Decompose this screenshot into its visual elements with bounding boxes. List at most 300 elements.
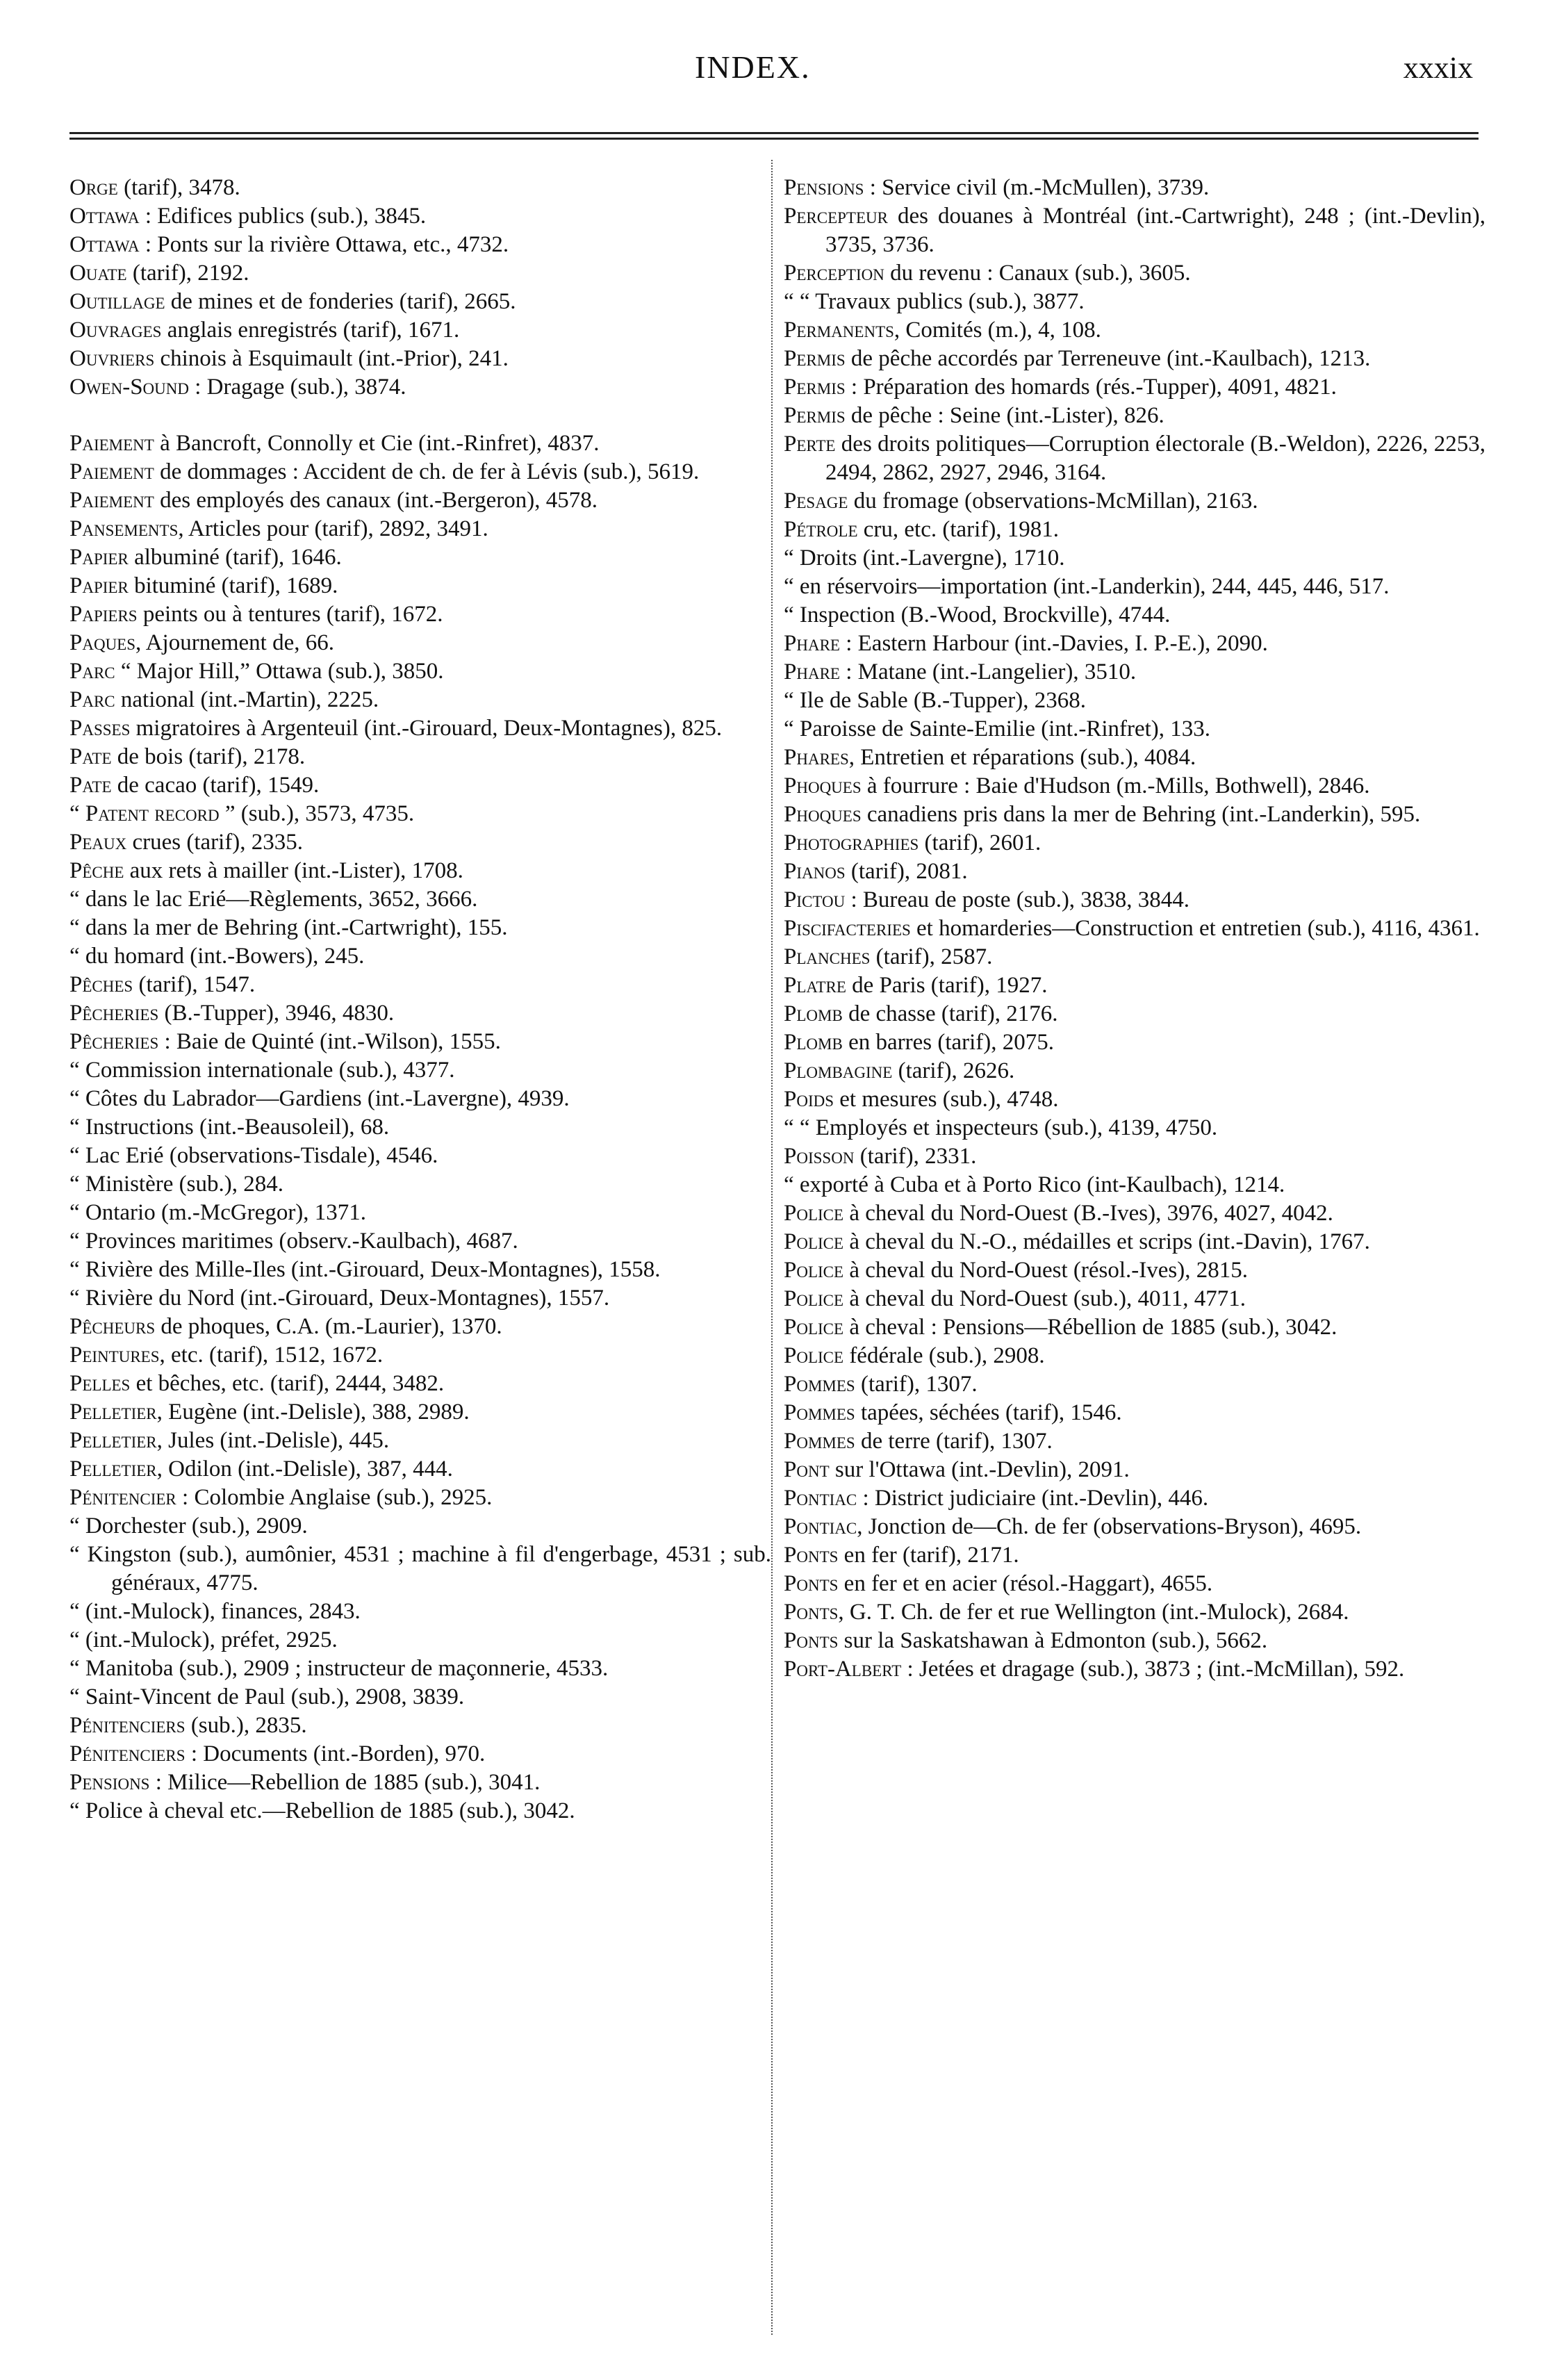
header-rule-top <box>69 132 1479 134</box>
index-entry <box>784 1171 1485 1199</box>
entry-text: de chasse (tarif), 2176. <box>842 1001 1058 1026</box>
entry-keyword: “ <box>69 1286 80 1311</box>
entry-keyword: Piscifacteries <box>784 916 911 941</box>
index-entry <box>69 1712 771 1740</box>
entry-keyword: Percepteur <box>784 204 888 229</box>
entry-keyword: Ouate <box>69 261 127 286</box>
index-entry <box>69 1768 771 1797</box>
index-entry <box>784 1313 1485 1342</box>
index-entry <box>69 1398 771 1427</box>
entry-text: , Articles pour (tarif), 2892, 3491. <box>178 516 488 541</box>
entry-keyword: Police <box>784 1286 844 1311</box>
index-entry <box>69 914 771 942</box>
entry-text: dans la mer de Behring (int.-Cartwright), 155. <box>79 915 508 940</box>
entry-text: Manitoba (sub.), 2909 ; instructeur de maçonnerie, 4533. <box>79 1656 609 1681</box>
index-entry <box>69 1484 771 1512</box>
index-entry <box>784 544 1485 573</box>
entry-text: , Ajournement de, 66. <box>135 630 334 655</box>
entry-text: (tarif), 2601. <box>919 830 1041 855</box>
index-entry <box>69 373 771 402</box>
index-entry <box>69 686 771 714</box>
entry-text: Employés et inspecteurs (sub.), 4139, 4750. <box>809 1115 1218 1140</box>
entry-keyword: Plomb <box>784 1001 843 1026</box>
index-entry <box>784 886 1485 914</box>
entry-keyword: Pêcheries <box>69 1001 159 1026</box>
entry-keyword: “ <box>69 1115 80 1140</box>
entry-text: (tarif), 2587. <box>870 944 993 969</box>
entry-text: Provinces maritimes (observ.-Kaulbach), 4687. <box>79 1229 518 1254</box>
index-entry <box>69 1512 771 1541</box>
entry-text: fédérale (sub.), 2908. <box>843 1343 1045 1368</box>
index-entry <box>69 1797 771 1825</box>
entry-text: , Eugène (int.-Delisle), 388, 2989. <box>156 1400 470 1425</box>
entry-text: à cheval du Nord-Ouest (résol.-Ives), 2815. <box>843 1258 1248 1283</box>
entry-text: Inspection (B.-Wood, Brockville), 4744. <box>793 602 1171 627</box>
entry-text: bituminé (tarif), 1689. <box>128 573 338 598</box>
entry-text: à cheval du Nord-Ouest (B.-Ives), 3976, 4027, 4042. <box>843 1201 1333 1226</box>
entry-keyword: Ponts <box>784 1628 839 1653</box>
entry-keyword: Police <box>784 1343 844 1368</box>
entry-text: et mesures (sub.), 4748. <box>834 1087 1059 1112</box>
entry-text: Police à cheval etc.—Rebellion de 1885 (sub.), 3042. <box>79 1798 575 1823</box>
entry-keyword: Ponts <box>784 1571 839 1596</box>
index-entry <box>784 829 1485 857</box>
entry-keyword: Pate <box>69 773 112 798</box>
index-entry <box>784 1427 1485 1456</box>
index-entry <box>69 259 771 288</box>
entry-keyword: Perception <box>784 261 884 286</box>
entry-keyword: “ <box>69 1656 80 1681</box>
entry-keyword: Pansements <box>69 516 179 541</box>
index-entry <box>784 487 1485 516</box>
index-entry <box>784 1342 1485 1370</box>
entry-text: tapées, séchées (tarif), 1546. <box>855 1400 1122 1425</box>
entry-text: , Entretien et réparations (sub.), 4084. <box>848 745 1196 770</box>
index-entry <box>69 202 771 231</box>
entry-text: Instructions (int.-Beausoleil), 68. <box>79 1115 390 1140</box>
entry-keyword: Police <box>784 1315 844 1340</box>
entry-text: des droits politiques—Corruption électorale (B.-Weldon), 2226, 2253, 2494, 2862, 2927, 2946, 3164. <box>825 432 1485 485</box>
entry-text: en fer (tarif), 2171. <box>838 1543 1019 1568</box>
entry-keyword: Pénitenciers <box>69 1713 186 1738</box>
entry-text: et bêches, etc. (tarif), 2444, 3482. <box>130 1371 445 1396</box>
index-entry <box>784 1627 1485 1655</box>
entry-keyword: “ <box>69 1513 80 1538</box>
entry-text: : Baie de Quinté (int.-Wilson), 1555. <box>158 1029 501 1054</box>
entry-text: (tarif), 2626. <box>892 1058 1015 1083</box>
entry-text: en barres (tarif), 2075. <box>842 1030 1055 1055</box>
page-title: INDEX. <box>695 49 811 85</box>
entry-keyword: “ <box>69 1143 80 1168</box>
entry-text: de mines et de fonderies (tarif), 2665. <box>165 289 516 314</box>
index-entry <box>69 1598 771 1626</box>
entry-keyword: “ “ <box>784 1115 810 1140</box>
index-entry <box>784 573 1485 601</box>
entry-keyword: Pénitencier <box>69 1485 176 1510</box>
entry-keyword: “ <box>69 1086 80 1111</box>
entry-keyword: Ponts <box>784 1600 839 1625</box>
entry-text: : Matane (int.-Langelier), 3510. <box>839 659 1137 684</box>
index-entry <box>69 1455 771 1484</box>
index-entry <box>784 373 1485 402</box>
entry-text: : Eastern Harbour (int.-Davies, I. P.-E.), 2090. <box>839 631 1268 656</box>
entry-text: (tarif), 1307. <box>855 1372 978 1397</box>
index-entry <box>784 857 1485 886</box>
entry-keyword: Pelletier <box>69 1400 157 1425</box>
entry-keyword: Parc <box>69 659 115 684</box>
entry-text: à cheval du Nord-Ouest (sub.), 4011, 4771. <box>843 1286 1246 1311</box>
entry-text: albuminé (tarif), 1646. <box>128 545 342 570</box>
entry-keyword: “ <box>69 1798 80 1823</box>
entry-text: Rivière des Mille-Iles (int.-Girouard, Deux-Montagnes), 1558. <box>79 1257 661 1282</box>
entry-text: migratoires à Argenteuil (int.-Girouard, Deux-Montagnes), 825. <box>130 716 723 741</box>
index-entry <box>784 1370 1485 1399</box>
entry-keyword: “ <box>69 1684 80 1709</box>
entry-keyword: “ <box>784 688 794 713</box>
index-entry <box>69 1626 771 1655</box>
entry-text: de pêche : Seine (int.-Lister), 826. <box>845 403 1164 428</box>
index-entry <box>69 714 771 743</box>
index-entry <box>69 429 771 458</box>
entry-keyword: Pêches <box>69 972 133 997</box>
index-entry <box>69 1427 771 1455</box>
index-entry <box>69 885 771 914</box>
entry-keyword: Papier <box>69 545 129 570</box>
entry-text: à fourrure : Baie d'Hudson (m.-Mills, Bothwell), 2846. <box>861 773 1370 798</box>
entry-text: : Milice—Rebellion de 1885 (sub.), 3041. <box>149 1770 541 1795</box>
entry-keyword: Papiers <box>69 602 138 627</box>
entry-keyword: Pontiac <box>784 1486 857 1511</box>
entry-keyword: Planches <box>784 944 871 969</box>
entry-text: Paroisse de Sainte-Emilie (int.-Rinfret), 133. <box>793 716 1211 741</box>
entry-text: : District judiciaire (int.-Devlin), 446. <box>857 1486 1209 1511</box>
index-entry <box>69 1370 771 1398</box>
index-entry <box>784 516 1485 544</box>
entry-keyword: Paiement <box>69 459 154 484</box>
entry-text: Rivière du Nord (int.-Girouard, Deux-Montagnes), 1557. <box>79 1286 610 1311</box>
entry-keyword: Pianos <box>784 859 846 884</box>
entry-keyword: “ <box>69 1257 80 1282</box>
entry-keyword: Platre <box>784 973 846 998</box>
index-entry <box>69 1683 771 1712</box>
index-entry <box>784 402 1485 430</box>
entry-text: , G. T. Ch. de fer et rue Wellington (int.-Mulock), 2684. <box>838 1600 1349 1625</box>
entry-text: canadiens pris dans la mer de Behring (int.-Landerkin), 595. <box>861 802 1421 827</box>
entry-keyword: “ <box>69 915 80 940</box>
entry-text: en réservoirs—importation (int.-Landerkin), 244, 445, 446, 517. <box>793 574 1390 599</box>
entry-text: : Préparation des homards (rés.-Tupper), 4091, 4821. <box>845 375 1337 400</box>
index-entry <box>784 1057 1485 1085</box>
index-entry <box>69 458 771 486</box>
entry-text: : Ponts sur la rivière Ottawa, etc., 4732. <box>139 232 509 257</box>
index-entry <box>69 486 771 515</box>
entry-text: (tarif), 2331. <box>854 1144 977 1169</box>
index-entry <box>69 1313 771 1341</box>
entry-keyword: Pelletier <box>69 1428 157 1453</box>
entry-keyword: Police <box>784 1258 844 1283</box>
entry-text: à cheval : Pensions—Rébellion de 1885 (sub.), 3042. <box>843 1315 1337 1340</box>
index-entry <box>784 1028 1485 1057</box>
index-entry <box>69 1341 771 1370</box>
index-entry <box>69 828 771 857</box>
index-entry <box>784 1228 1485 1256</box>
entry-keyword: Pêche <box>69 858 124 883</box>
entry-keyword: Plomb <box>784 1030 843 1055</box>
left-column <box>69 174 771 1825</box>
entry-keyword: “ <box>784 545 794 571</box>
index-entry <box>784 772 1485 801</box>
entry-text: des douanes à Montréal (int.-Cartwright), 248 ; (int.-Devlin), 3735, 3736. <box>825 204 1485 257</box>
entry-text: : Dragage (sub.), 3874. <box>188 375 406 400</box>
entry-keyword: Photographies <box>784 830 919 855</box>
index-entry <box>69 1056 771 1085</box>
entry-keyword: Ponts <box>784 1543 839 1568</box>
entry-text: , Comités (m.), 4, 108. <box>894 318 1101 343</box>
index-entry <box>784 601 1485 630</box>
entry-text: “ Major Hill,” Ottawa (sub.), 3850. <box>115 659 444 684</box>
entry-keyword: Poisson <box>784 1144 855 1169</box>
entry-keyword: Paiement <box>69 431 154 456</box>
entry-text: (tarif), 2081. <box>845 859 968 884</box>
entry-keyword: Police <box>784 1229 844 1254</box>
entry-text: : Jetées et dragage (sub.), 3873 ; (int.-McMillan), 592. <box>901 1657 1405 1682</box>
index-entry <box>784 715 1485 744</box>
index-entry <box>784 971 1485 1000</box>
entry-text: Ile de Sable (B.-Tupper), 2368. <box>793 688 1087 713</box>
entry-text: de Paris (tarif), 1927. <box>846 973 1048 998</box>
entry-keyword: Ouvriers <box>69 346 155 371</box>
entry-text: de phoques, C.A. (m.-Laurier), 1370. <box>155 1314 502 1339</box>
entry-keyword: “ <box>784 1172 794 1197</box>
index-entry <box>784 1570 1485 1598</box>
index-entry <box>784 1256 1485 1285</box>
index-entry <box>784 1541 1485 1570</box>
entry-keyword: Pate <box>69 744 112 769</box>
index-entry <box>784 1598 1485 1627</box>
index-entry <box>69 600 771 629</box>
entry-keyword: Phoques <box>784 802 862 827</box>
index-entry <box>69 515 771 543</box>
entry-keyword: Parc <box>69 687 115 712</box>
index-entry <box>784 202 1485 259</box>
entry-keyword: Ottawa <box>69 204 140 229</box>
entry-keyword: Plombagine <box>784 1058 893 1083</box>
entry-keyword: “ <box>69 1058 80 1083</box>
entry-text: Dorchester (sub.), 2909. <box>79 1513 308 1538</box>
entry-keyword: Pensions <box>69 1770 150 1795</box>
entry-text: à Bancroft, Connolly et Cie (int.-Rinfret), 4837. <box>154 431 600 456</box>
index-entry <box>784 1285 1485 1313</box>
entry-keyword: Peaux <box>69 830 127 855</box>
entry-keyword: “ <box>69 1172 80 1197</box>
entry-keyword: Peintures <box>69 1343 160 1368</box>
index-entry <box>69 1284 771 1313</box>
index-entry <box>69 345 771 373</box>
entry-text: : Documents (int.-Borden), 970. <box>185 1741 486 1766</box>
entry-keyword: Pictou <box>784 887 846 912</box>
index-entry <box>784 914 1485 943</box>
entry-text: (int.-Mulock), préfet, 2925. <box>79 1627 338 1652</box>
index-entry <box>69 971 771 999</box>
entry-keyword: Pesage <box>784 489 848 514</box>
entry-keyword: Perte <box>784 432 836 457</box>
index-entry <box>784 288 1485 316</box>
entry-keyword: Pétrole <box>784 517 858 542</box>
column-separator <box>771 160 773 2335</box>
index-entry <box>69 942 771 971</box>
index-entry <box>69 1113 771 1142</box>
entry-text: Ontario (m.-McGregor), 1371. <box>79 1200 367 1225</box>
entry-text: (tarif), 2192. <box>126 261 249 286</box>
entry-keyword: Outillage <box>69 289 165 314</box>
index-entry <box>784 1513 1485 1541</box>
index-entry <box>69 543 771 572</box>
index-entry <box>784 658 1485 687</box>
index-entry <box>784 1199 1485 1228</box>
page-number: xxxix <box>1403 51 1473 85</box>
entry-text: : Service civil (m.-McMullen), 3739. <box>864 175 1210 200</box>
entry-keyword: Pénitenciers <box>69 1741 186 1766</box>
entry-text: et homarderies—Construction et entretien (sub.), 4116, 4361. <box>910 916 1480 941</box>
entry-text: : Bureau de poste (sub.), 3838, 3844. <box>845 887 1190 912</box>
entry-text: Côtes du Labrador—Gardiens (int.-Lavergne), 4939. <box>79 1086 570 1111</box>
entry-keyword: Phare <box>784 631 840 656</box>
entry-keyword: Phares <box>784 745 849 770</box>
entry-text: crues (tarif), 2335. <box>126 830 304 855</box>
entry-text: de terre (tarif), 1307. <box>855 1429 1053 1454</box>
entry-text: exporté à Cuba et à Porto Rico (int-Kaulbach), 1214. <box>793 1172 1285 1197</box>
entry-keyword: Pontiac <box>784 1514 857 1539</box>
entry-text: Droits (int.-Lavergne), 1710. <box>793 545 1065 571</box>
index-entry <box>69 1199 771 1227</box>
entry-keyword: Pelles <box>69 1371 131 1396</box>
right-column <box>784 174 1485 1684</box>
index-entry <box>69 1740 771 1768</box>
entry-text: de dommages : Accident de ch. de fer à Lévis (sub.), 5619. <box>154 459 700 484</box>
entry-text: (tarif), 1547. <box>133 972 256 997</box>
index-entry <box>69 743 771 771</box>
index-entry <box>784 1085 1485 1114</box>
entry-text: Travaux publics (sub.), 3877. <box>809 289 1085 314</box>
entry-text: , etc. (tarif), 1512, 1672. <box>159 1343 384 1368</box>
index-entry <box>784 1456 1485 1484</box>
entry-text: , Jules (int.-Delisle), 445. <box>156 1428 390 1453</box>
entry-text: Commission internationale (sub.), 4377. <box>79 1058 455 1083</box>
entry-text: des employés des canaux (int.-Bergeron), 4578. <box>154 488 598 513</box>
entry-keyword: “ <box>69 887 80 912</box>
index-entry <box>784 174 1485 202</box>
entry-keyword: Phare <box>784 659 840 684</box>
entry-text: national (int.-Martin), 2225. <box>115 687 379 712</box>
entry-keyword: Pont <box>784 1457 830 1482</box>
index-entry <box>69 1085 771 1113</box>
entry-keyword: Pêcheurs <box>69 1314 156 1339</box>
index-entry <box>784 1484 1485 1513</box>
index-entry <box>784 1142 1485 1171</box>
index-entry <box>69 1142 771 1170</box>
entry-keyword: “ <box>69 1599 80 1624</box>
entry-text: : Colombie Anglaise (sub.), 2925. <box>176 1485 493 1510</box>
entry-text: cru, etc. (tarif), 1981. <box>857 517 1060 542</box>
entry-text: du revenu : Canaux (sub.), 3605. <box>884 261 1191 286</box>
index-entry <box>69 231 771 259</box>
index-entry <box>784 744 1485 772</box>
index-entry <box>69 1170 771 1199</box>
index-entry <box>784 1655 1485 1684</box>
index-entry <box>69 629 771 657</box>
index-entry <box>69 1256 771 1284</box>
index-entry <box>784 687 1485 715</box>
entry-keyword: “ “ <box>784 289 810 314</box>
index-entry <box>784 1114 1485 1142</box>
index-entry <box>784 430 1485 487</box>
index-entry <box>784 801 1485 829</box>
entry-keyword: “ <box>784 602 794 627</box>
entry-keyword: “ <box>69 1627 80 1652</box>
entry-text: de pêche accordés par Terreneuve (int.-Kaulbach), 1213. <box>845 346 1371 371</box>
index-entry <box>784 943 1485 971</box>
entry-text: de bois (tarif), 2178. <box>111 744 306 769</box>
entry-text: du fromage (observations-McMillan), 2163. <box>848 489 1258 514</box>
entry-keyword: “ <box>784 574 794 599</box>
entry-keyword: Papier <box>69 573 129 598</box>
entry-keyword: Pommes <box>784 1400 855 1425</box>
entry-text: du homard (int.-Bowers), 245. <box>79 944 365 969</box>
entry-text: (B.-Tupper), 3946, 4830. <box>158 1001 395 1026</box>
entry-keyword: Police <box>784 1201 844 1226</box>
index-entry <box>69 288 771 316</box>
entry-text: sur l'Ottawa (int.-Devlin), 2091. <box>829 1457 1130 1482</box>
entry-keyword: Pommes <box>784 1429 855 1454</box>
entry-text: dans le lac Erié—Règlements, 3652, 3666. <box>79 887 478 912</box>
entry-keyword: Paiement <box>69 488 154 513</box>
index-entry <box>69 771 771 800</box>
index-entry <box>784 345 1485 373</box>
index-entry <box>69 316 771 345</box>
entry-text: (sub.), 2835. <box>185 1713 307 1738</box>
entry-keyword: “ <box>69 1229 80 1254</box>
index-entry <box>69 800 771 828</box>
entry-text: , Odilon (int.-Delisle), 387, 444. <box>156 1456 453 1482</box>
entry-keyword: Poids <box>784 1087 834 1112</box>
entry-keyword: Pensions <box>784 175 864 200</box>
entry-text: chinois à Esquimault (int.-Prior), 241. <box>154 346 509 371</box>
entry-text: Lac Erié (observations-Tisdale), 4546. <box>79 1143 438 1168</box>
entry-text: en fer et en acier (résol.-Haggart), 4655. <box>838 1571 1213 1596</box>
entry-keyword: Permanents <box>784 318 894 343</box>
entry-text: Kingston (sub.), aumônier, 4531 ; machine à fil d'engerbage, 4531 ; sub. généraux, 4775. <box>79 1542 771 1595</box>
entry-keyword: Orge <box>69 175 118 200</box>
entry-keyword: Port-Albert <box>784 1657 902 1682</box>
entry-text: Saint-Vincent de Paul (sub.), 2908, 3839. <box>79 1684 465 1709</box>
header-rule-bottom <box>69 138 1479 140</box>
entry-keyword: “ <box>69 1200 80 1225</box>
entry-keyword: Pêcheries <box>69 1029 159 1054</box>
entry-text: peints ou à tentures (tarif), 1672. <box>137 602 443 627</box>
index-entry <box>69 1028 771 1056</box>
entry-text: Ministère (sub.), 284. <box>79 1172 283 1197</box>
entry-keyword: Ottawa <box>69 232 140 257</box>
entry-keyword: Pommes <box>784 1372 855 1397</box>
index-entry <box>69 1655 771 1683</box>
entry-text: : Edifices publics (sub.), 3845. <box>139 204 427 229</box>
entry-text: (sub.), 3573, 4735. <box>235 801 415 826</box>
entry-keyword: Permis <box>784 403 846 428</box>
entry-keyword: “ <box>69 1542 80 1567</box>
entry-keyword: “ <box>69 944 80 969</box>
entry-keyword: Pelletier <box>69 1456 157 1482</box>
index-entry <box>69 857 771 885</box>
